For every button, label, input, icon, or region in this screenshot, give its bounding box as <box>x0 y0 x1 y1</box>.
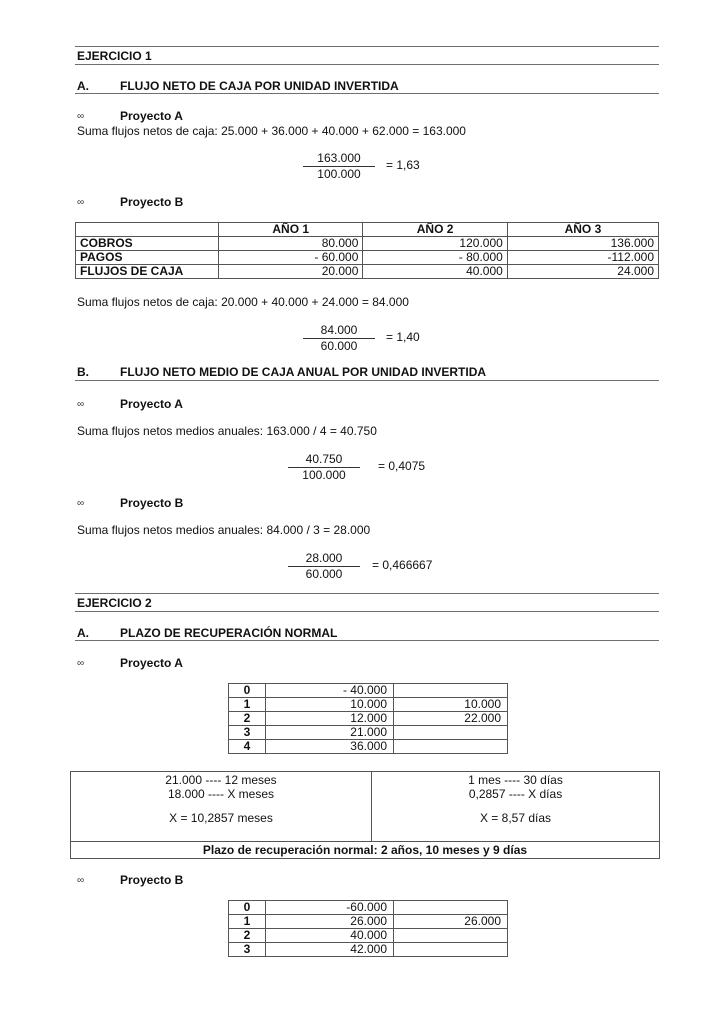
numerator: 163.000 <box>303 151 375 167</box>
year-cell: 3 <box>229 726 266 740</box>
calc-line: 0,2857 ---- X días <box>468 787 563 801</box>
year-cell: 4 <box>229 740 266 754</box>
table-row <box>76 237 659 251</box>
table-row <box>229 698 508 712</box>
cumulative-cell <box>394 726 508 740</box>
year-cell: 1 <box>229 698 266 712</box>
header-cell: AÑO 2 <box>363 223 507 237</box>
payback-calculation-box <box>70 771 660 859</box>
rule <box>75 46 659 47</box>
infinity-bullet-icon: ∞ <box>77 875 85 886</box>
flow-cell: 12.000 <box>266 712 394 726</box>
calc-line: 21.000 ---- 12 meses <box>165 773 277 787</box>
table-row <box>229 712 508 726</box>
rule <box>75 611 659 612</box>
project-label: Proyecto B <box>120 496 184 510</box>
year-cell: 0 <box>229 901 266 915</box>
cell: 20.000 <box>219 265 363 279</box>
payback-summary: Plazo de recuperación normal: 2 años, 10 meses y 9 días <box>71 842 660 859</box>
cell: 40.000 <box>363 265 507 279</box>
row-label: COBROS <box>76 237 219 251</box>
cumulative-cell <box>394 901 508 915</box>
section-title: FLUJO NETO MEDIO DE CAJA ANUAL POR UNIDAD INVERTIDA <box>120 365 487 379</box>
header-cell: AÑO 3 <box>507 223 658 237</box>
section-title: FLUJO NETO DE CAJA POR UNIDAD INVERTIDA <box>120 79 399 93</box>
cumulative-cell <box>394 929 508 943</box>
payback-table-b <box>228 900 508 957</box>
fraction <box>288 452 360 483</box>
cumulative-cell <box>394 740 508 754</box>
cell: - 80.000 <box>363 251 507 265</box>
cash-flow-table <box>75 222 659 279</box>
project-label: Proyecto A <box>120 656 183 670</box>
exercise-title: EJERCICIO 1 <box>77 49 152 63</box>
section-letter: A. <box>77 79 89 93</box>
cell: 120.000 <box>363 237 507 251</box>
table-header-row <box>76 223 659 237</box>
numerator: 40.750 <box>288 452 360 468</box>
flow-cell: - 40.000 <box>266 684 394 698</box>
cumulative-cell: 26.000 <box>394 915 508 929</box>
fraction-result: = 0,4075 <box>378 459 426 473</box>
numerator: 28.000 <box>288 551 360 567</box>
table-row <box>229 740 508 754</box>
year-cell: 0 <box>229 684 266 698</box>
flow-cell: 21.000 <box>266 726 394 740</box>
flow-cell: 40.000 <box>266 929 394 943</box>
rule <box>75 380 659 381</box>
rule <box>75 64 659 65</box>
project-label: Proyecto A <box>120 109 183 123</box>
calc-line: 1 mes ---- 30 días <box>468 773 563 787</box>
calc-result: X = 10,2857 meses <box>169 811 273 825</box>
fraction-result: = 1,63 <box>386 158 420 172</box>
flow-cell: 10.000 <box>266 698 394 712</box>
cell: 80.000 <box>219 237 363 251</box>
calc-row <box>71 772 660 842</box>
infinity-bullet-icon: ∞ <box>77 658 85 669</box>
denominator: 60.000 <box>320 339 358 353</box>
sum-line: Suma flujos netos de caja: 25.000 + 36.000 + 40.000 + 62.000 = 163.000 <box>77 124 466 138</box>
year-cell: 2 <box>229 929 266 943</box>
row-label: PAGOS <box>76 251 219 265</box>
fraction-result: = 1,40 <box>386 330 420 344</box>
exercise-title: EJERCICIO 2 <box>77 596 152 610</box>
calc-result: X = 8,57 días <box>479 811 552 825</box>
months-calculation <box>71 772 372 842</box>
fraction <box>303 151 375 182</box>
calc-line <box>74 801 368 811</box>
cumulative-cell <box>394 943 508 957</box>
fraction <box>303 323 375 354</box>
calc-line: 18.000 ---- X meses <box>167 787 275 801</box>
flow-cell: 42.000 <box>266 943 394 957</box>
section-letter: B. <box>77 365 89 379</box>
days-calculation <box>372 772 660 842</box>
year-cell: 2 <box>229 712 266 726</box>
table-row <box>229 943 508 957</box>
infinity-bullet-icon: ∞ <box>77 111 85 122</box>
cumulative-cell: 22.000 <box>394 712 508 726</box>
rule <box>75 93 659 94</box>
project-label: Proyecto B <box>120 195 184 209</box>
cumulative-cell <box>394 684 508 698</box>
year-cell: 3 <box>229 943 266 957</box>
header-cell <box>76 223 219 237</box>
year-cell: 1 <box>229 915 266 929</box>
infinity-bullet-icon: ∞ <box>77 399 85 410</box>
section-title: PLAZO DE RECUPERACIÓN NORMAL <box>120 626 338 640</box>
project-label: Proyecto B <box>120 873 184 887</box>
table-row <box>76 265 659 279</box>
cell: -112.000 <box>507 251 658 265</box>
infinity-bullet-icon: ∞ <box>77 498 85 509</box>
fraction <box>288 551 360 582</box>
denominator: 100.000 <box>302 468 346 482</box>
sum-line: Suma flujos netos de caja: 20.000 + 40.000 + 24.000 = 84.000 <box>77 295 409 309</box>
table-row <box>229 901 508 915</box>
table-row <box>76 251 659 265</box>
payback-table-a <box>228 683 508 754</box>
fraction-result: = 0,466667 <box>372 558 433 572</box>
sum-line: Suma flujos netos medios anuales: 163.000 / 4 = 40.750 <box>77 424 377 438</box>
table-row <box>229 929 508 943</box>
header-cell: AÑO 1 <box>219 223 363 237</box>
rule <box>75 593 659 594</box>
cell: 136.000 <box>507 237 658 251</box>
calc-footer-row <box>71 842 660 859</box>
table-row <box>229 726 508 740</box>
sum-line: Suma flujos netos medios anuales: 84.000 / 3 = 28.000 <box>77 523 371 537</box>
flow-cell: -60.000 <box>266 901 394 915</box>
row-label: FLUJOS DE CAJA <box>76 265 219 279</box>
flow-cell: 36.000 <box>266 740 394 754</box>
cumulative-cell: 10.000 <box>394 698 508 712</box>
cell: - 60.000 <box>219 251 363 265</box>
denominator: 100.000 <box>317 167 361 181</box>
calc-line <box>375 801 656 811</box>
section-letter: A. <box>77 626 89 640</box>
denominator: 60.000 <box>305 567 343 581</box>
infinity-bullet-icon: ∞ <box>77 197 85 208</box>
table-row <box>229 915 508 929</box>
table-row <box>229 684 508 698</box>
rule <box>75 640 659 641</box>
project-label: Proyecto A <box>120 397 183 411</box>
numerator: 84.000 <box>303 323 375 339</box>
cell: 24.000 <box>507 265 658 279</box>
flow-cell: 26.000 <box>266 915 394 929</box>
